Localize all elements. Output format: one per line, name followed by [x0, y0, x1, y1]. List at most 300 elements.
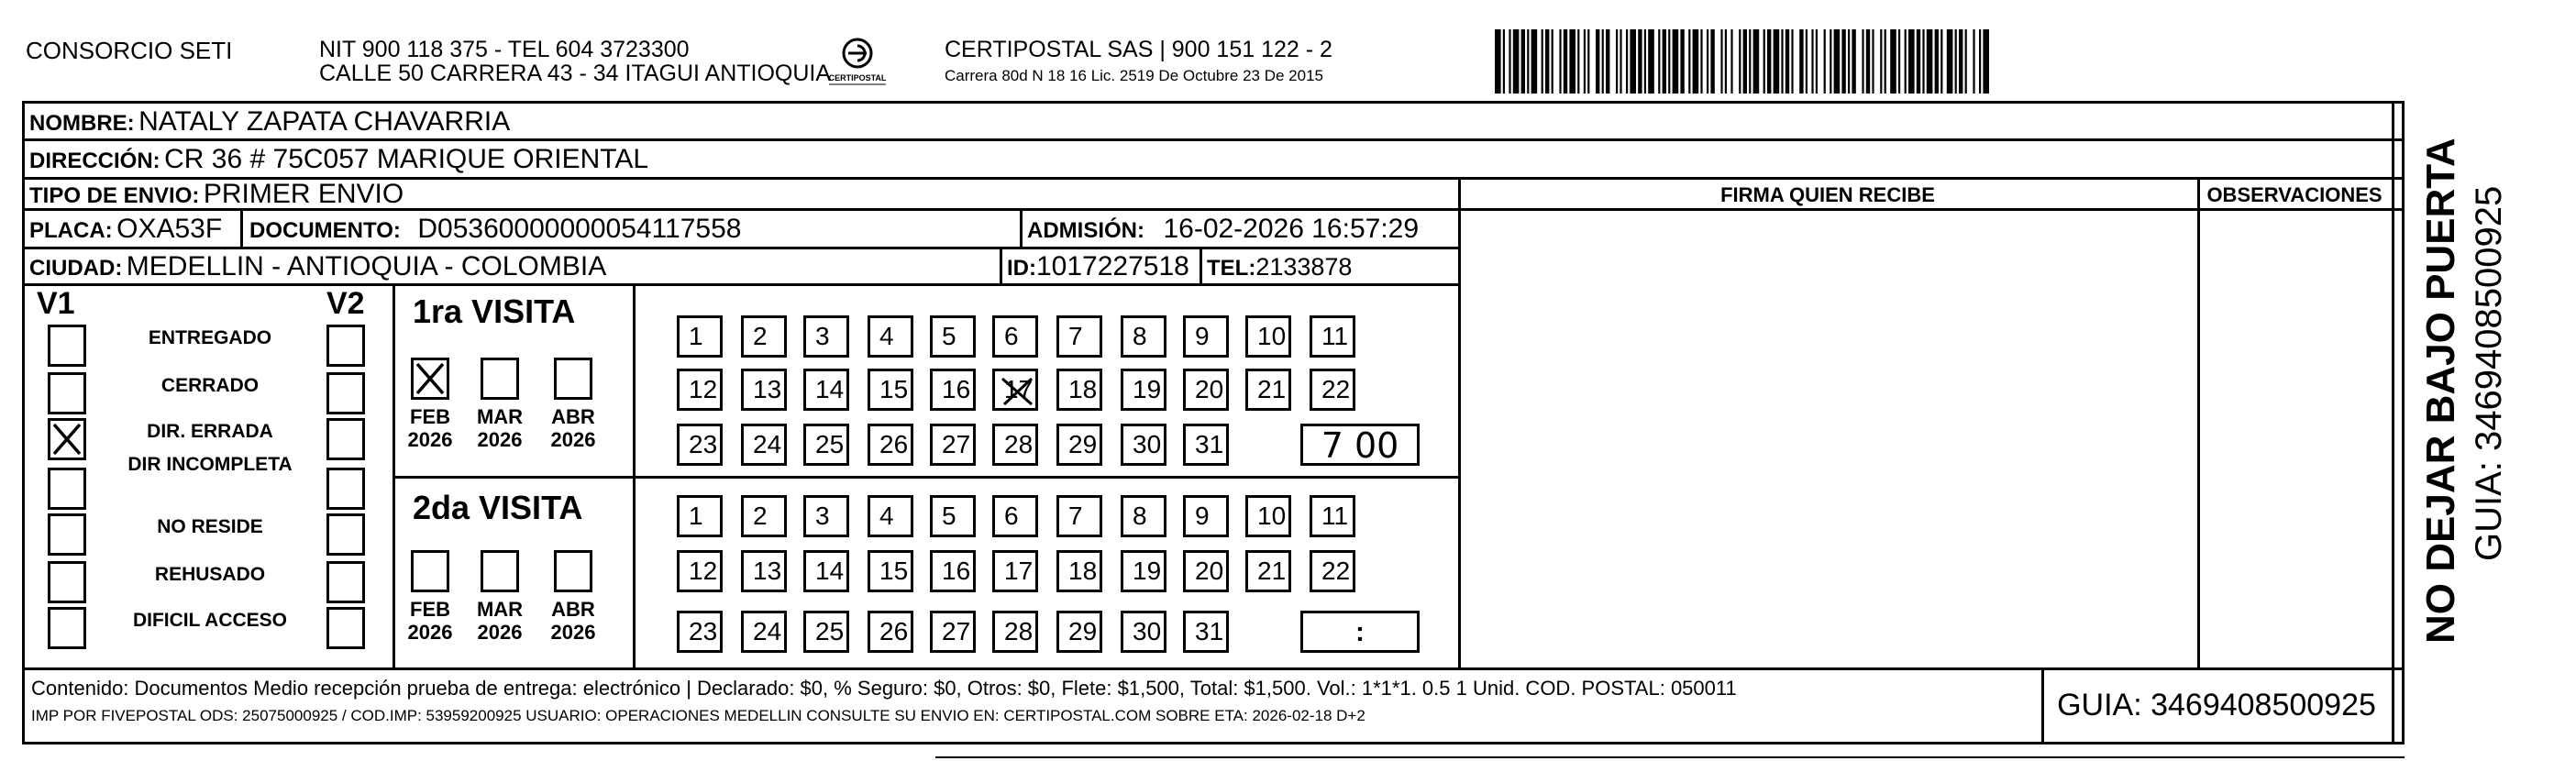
firma-header: FIRMA QUIEN RECIBE	[1720, 183, 1935, 206]
barcode-bar	[1880, 29, 1882, 94]
day-number: 12	[689, 375, 718, 403]
barcode-bar	[1739, 29, 1741, 94]
day-number: 21	[1257, 557, 1287, 585]
v1-checkbox[interactable]	[48, 468, 86, 510]
month-name: MAR	[476, 598, 524, 621]
placa-value: OXA53F	[116, 214, 223, 244]
placa-row	[29, 215, 222, 243]
status-label: NO RESIDE	[157, 516, 263, 537]
barcode-bar	[1707, 29, 1708, 94]
barcode-bar	[1852, 29, 1855, 94]
barcode-bar	[1816, 29, 1818, 94]
barcode-bar	[1513, 29, 1520, 94]
barcode-bar	[1767, 29, 1771, 94]
visit2-month-label	[546, 598, 601, 645]
visit1-day-box[interactable]	[868, 369, 913, 411]
day-number: 9	[1195, 502, 1210, 530]
day-number: 20	[1195, 375, 1224, 403]
v1-checkbox[interactable]	[48, 561, 86, 603]
v1-checkbox[interactable]	[48, 325, 86, 367]
barcode-bar	[1940, 29, 1942, 94]
status-label: ENTREGADO	[148, 327, 272, 348]
barcode-bar	[1596, 29, 1599, 94]
visit1-day-box[interactable]	[741, 369, 787, 411]
ciudad-row	[29, 253, 606, 281]
visit1-day-box[interactable]	[992, 424, 1038, 466]
visit1-time-box[interactable]	[1300, 424, 1420, 466]
visit2-time: :	[1355, 617, 1365, 647]
visit1-day-box[interactable]	[992, 369, 1038, 411]
day-number: 17	[1004, 375, 1034, 403]
contenido-line: Contenido: Documentos Medio recepción prueba de entrega: electrónico | Declarado: $0, % Seguro: $0, Otros: $0, Flete: $1,500, Total: $1,500. Vol.: 1*1*1. 0.5 1 Unid. COD. POSTAL: 050011	[31, 677, 1737, 700]
logo-text: CERTIPOSTAL	[828, 73, 887, 83]
barcode-bar	[1587, 29, 1589, 94]
day-number: 1	[689, 502, 703, 530]
barcode-bar	[1638, 29, 1642, 94]
company-name: CONSORCIO SETI	[26, 37, 233, 64]
tel-value: 2133878	[1255, 253, 1353, 281]
side-guia: GUIA: 3469408500925	[2469, 185, 2509, 561]
courier-line: CERTIPOSTAL SAS | 900 151 122 - 2	[945, 37, 1332, 62]
nombre-value: NATALY ZAPATA CHAVARRIA	[138, 106, 511, 137]
visit2-day-box[interactable]	[992, 611, 1038, 653]
day-number: 28	[1004, 430, 1034, 458]
day-number: 8	[1133, 322, 1147, 350]
visit2-day-box[interactable]	[1183, 611, 1229, 653]
visit1-day-box[interactable]	[677, 369, 723, 411]
day-number: 20	[1195, 557, 1224, 585]
barcode-bar	[1673, 29, 1679, 94]
day-number: 31	[1195, 430, 1224, 458]
barcode-bar	[1866, 29, 1870, 94]
v1-label: V1	[37, 286, 75, 321]
barcode-bar	[1935, 29, 1939, 94]
visit2-day-box[interactable]	[1310, 550, 1355, 592]
visit1-day-box[interactable]	[1183, 369, 1229, 411]
visit1-day-box[interactable]	[1056, 369, 1102, 411]
barcode-bar	[1830, 29, 1831, 94]
visit2-day-box[interactable]	[1183, 550, 1229, 592]
month-year: 2026	[550, 428, 596, 452]
month-year: 2026	[477, 428, 523, 452]
day-number: 11	[1321, 322, 1349, 350]
visit1-day-box[interactable]	[741, 315, 787, 358]
barcode-bar	[1973, 29, 1974, 94]
footer-guia: GUIA: 3469408500925	[2057, 688, 2376, 722]
visit2-day-box[interactable]	[1121, 495, 1166, 537]
barcode-bar	[1663, 29, 1666, 94]
barcode-bar	[1620, 29, 1621, 94]
day-number: 4	[879, 502, 894, 530]
visit2-time-box[interactable]	[1300, 611, 1420, 653]
barcode-bar	[1584, 29, 1586, 94]
visit2-day-box[interactable]	[992, 550, 1038, 592]
month-name: FEB	[410, 405, 450, 428]
barcode-bar	[1693, 29, 1699, 94]
barcode-bar	[1786, 29, 1789, 94]
visit2-month-label	[472, 598, 527, 645]
month-name: ABR	[551, 405, 595, 428]
barcode-bar	[1668, 29, 1670, 94]
barcode-bar	[1509, 29, 1510, 94]
visit2-day-box[interactable]	[930, 550, 976, 592]
barcode-bar	[1644, 29, 1646, 94]
barcode-bar	[1680, 29, 1684, 94]
visit1-day-box[interactable]	[930, 424, 976, 466]
status-label: REHUSADO	[154, 564, 266, 585]
id-row	[1007, 253, 1189, 281]
check-x-icon	[414, 360, 447, 397]
barcode-bar	[1720, 29, 1722, 94]
day-number: 4	[879, 322, 894, 350]
visit1-day-box[interactable]	[1183, 315, 1229, 358]
documento-row	[249, 215, 741, 243]
barcode-bar	[1841, 29, 1845, 94]
day-number: 12	[689, 557, 718, 585]
visit2-month-checkbox[interactable]	[554, 550, 592, 592]
visit2-day-box[interactable]	[1056, 550, 1102, 592]
documento-label: DOCUMENTO:	[249, 218, 401, 243]
barcode-bar	[1763, 29, 1765, 94]
visit2-day-box[interactable]	[803, 611, 849, 653]
day-number: 26	[879, 617, 909, 645]
barcode-bar	[1947, 29, 1953, 94]
visit2-month-label	[403, 598, 458, 645]
day-number: 31	[1195, 617, 1224, 645]
day-number: 26	[879, 430, 909, 458]
day-number: 7	[1068, 322, 1083, 350]
barcode-bar	[1806, 29, 1808, 94]
day-number: 6	[1004, 502, 1019, 530]
visit1-day-box[interactable]	[803, 369, 849, 411]
day-number: 24	[753, 430, 782, 458]
barcode-bar	[1905, 29, 1907, 94]
month-year: 2026	[550, 621, 596, 645]
barcode-bar	[1700, 29, 1702, 94]
visit1-day-box[interactable]	[1183, 424, 1229, 466]
barcode-bar	[1725, 29, 1727, 94]
day-number: 25	[815, 617, 845, 645]
day-number: 10	[1257, 322, 1287, 350]
barcode-bar	[1791, 29, 1793, 94]
barcode-bar	[1965, 29, 1967, 94]
documento-value: D05360000000054117558	[417, 214, 742, 244]
status-label: DIFICIL ACCESO	[132, 610, 287, 631]
v1-checkbox[interactable]	[48, 418, 86, 460]
barcode-bar	[1658, 29, 1660, 94]
visit1-day-box[interactable]	[992, 315, 1038, 358]
visit1-day-box[interactable]	[677, 424, 723, 466]
visit2-day-box[interactable]	[992, 495, 1038, 537]
barcode-bar	[1559, 29, 1561, 94]
visit1-day-box[interactable]	[1245, 315, 1291, 358]
visit1-day-box[interactable]	[868, 315, 913, 358]
visit2-title: 2da VISITA	[413, 489, 583, 526]
day-number: 19	[1133, 557, 1162, 585]
visit2-day-box[interactable]	[1245, 495, 1291, 537]
v2-checkbox[interactable]	[326, 513, 365, 556]
visit1-day-box[interactable]	[1121, 424, 1166, 466]
visit2-day-box[interactable]	[868, 495, 913, 537]
day-number: 18	[1068, 557, 1098, 585]
visit2-month-checkbox[interactable]	[411, 550, 449, 592]
day-number: 28	[1004, 617, 1034, 645]
v1-checkbox[interactable]	[48, 513, 86, 556]
barcode-bar	[1630, 29, 1636, 94]
day-number: 14	[815, 375, 845, 403]
month-year: 2026	[407, 428, 453, 452]
visit1-day-box[interactable]	[677, 315, 723, 358]
visit1-day-box[interactable]	[803, 424, 849, 466]
day-number: 30	[1133, 430, 1162, 458]
month-year: 2026	[477, 621, 523, 645]
barcode-bar	[1552, 29, 1553, 94]
day-number: 19	[1133, 375, 1162, 403]
direccion-row	[29, 146, 648, 173]
day-number: 5	[942, 502, 956, 530]
ciudad-label: CIUDAD:	[29, 256, 123, 281]
visit1-day-box[interactable]	[1121, 369, 1166, 411]
barcode-bar	[1531, 29, 1538, 94]
month-year: 2026	[407, 621, 453, 645]
v1-checkbox[interactable]	[48, 372, 86, 414]
tel-label: TEL:	[1207, 256, 1256, 281]
visit1-day-box[interactable]	[1121, 315, 1166, 358]
barcode-bar	[1885, 29, 1886, 94]
barcode-bar	[1862, 29, 1863, 94]
day-number: 6	[1004, 322, 1019, 350]
month-name: MAR	[476, 405, 524, 428]
day-number: 24	[753, 617, 782, 645]
barcode-bar	[1542, 29, 1543, 94]
day-number: 10	[1257, 502, 1287, 530]
visit2-day-box[interactable]	[677, 495, 723, 537]
v1-checkbox[interactable]	[48, 607, 86, 649]
day-number: 27	[942, 617, 971, 645]
barcode-bar	[1602, 29, 1604, 94]
day-strike-icon	[997, 373, 1037, 410]
visit2-day-box[interactable]	[741, 611, 787, 653]
barcode-bar	[1983, 29, 1989, 94]
barcode-bar	[1774, 29, 1780, 94]
barcode-bar	[1564, 29, 1567, 94]
visit2-day-box[interactable]	[930, 611, 976, 653]
visit2-day-box[interactable]	[1056, 611, 1102, 653]
day-number: 25	[815, 430, 845, 458]
barcode-bar	[1908, 29, 1915, 94]
barcode-bar	[1503, 29, 1505, 94]
status-label: CERRADO	[160, 375, 260, 396]
day-number: 7	[1068, 502, 1083, 530]
day-number: 29	[1068, 430, 1098, 458]
visit2-day-box[interactable]	[677, 611, 723, 653]
visit2-day-box[interactable]	[1056, 495, 1102, 537]
day-number: 8	[1133, 502, 1147, 530]
visit1-day-box[interactable]	[1056, 424, 1102, 466]
tel-row	[1207, 255, 1352, 280]
day-number: 15	[879, 375, 909, 403]
day-number: 14	[815, 557, 845, 585]
visit2-day-box[interactable]	[1245, 550, 1291, 592]
barcode-bar	[1824, 29, 1826, 94]
day-number: 15	[879, 557, 909, 585]
visit1-month-label	[546, 405, 601, 452]
visit2-day-box[interactable]	[741, 550, 787, 592]
day-number: 3	[815, 322, 830, 350]
v2-label: V2	[326, 286, 365, 321]
visit1-day-box[interactable]	[741, 424, 787, 466]
day-number: 13	[753, 557, 782, 585]
barcode-bar	[1710, 29, 1714, 94]
id-value: 1017227518	[1036, 251, 1189, 281]
v2-checkbox[interactable]	[326, 561, 365, 603]
v2-checkbox[interactable]	[326, 468, 365, 510]
day-number: 18	[1068, 375, 1098, 403]
visit2-day-box[interactable]	[677, 550, 723, 592]
day-number: 30	[1133, 617, 1162, 645]
v2-checkbox[interactable]	[326, 418, 365, 460]
day-number: 2	[753, 502, 768, 530]
day-number: 3	[815, 502, 830, 530]
barcode-bar	[1648, 29, 1654, 94]
barcode-bar	[1927, 29, 1933, 94]
day-number: 21	[1257, 375, 1287, 403]
day-number: 27	[942, 430, 971, 458]
day-number: 11	[1321, 502, 1349, 530]
visit2-month-checkbox[interactable]	[481, 550, 519, 592]
month-name: FEB	[410, 598, 450, 621]
day-number: 9	[1195, 322, 1210, 350]
v2-checkbox[interactable]	[326, 325, 365, 367]
visit1-month-checkbox[interactable]	[481, 358, 519, 400]
barcode-bar	[1922, 29, 1924, 94]
visit2-day-box[interactable]	[1183, 495, 1229, 537]
nombre-row	[29, 108, 510, 136]
visit2-day-box[interactable]	[868, 611, 913, 653]
barcode-bar	[1688, 29, 1690, 94]
logo-icon	[824, 35, 891, 90]
visit1-title: 1ra VISITA	[413, 292, 576, 330]
tipo-label: TIPO DE ENVIO:	[29, 183, 200, 208]
day-number: 13	[753, 375, 782, 403]
observaciones-header: OBSERVACIONES	[2206, 183, 2383, 206]
barcode-bar	[1616, 29, 1618, 94]
barcode-bar	[1781, 29, 1783, 94]
imp-line: IMP POR FIVEPOSTAL ODS: 25075000925 / COD.IMP: 53959200925 USUARIO: OPERACIONES MEDELLIN CONSULTE SU ENVIO EN: CERTIPOSTAL.COM SOBRE ETA: 2026-02-18 D+2	[31, 707, 1365, 724]
barcode-bar	[1743, 29, 1747, 94]
barcode-bar	[1811, 29, 1813, 94]
barcode	[1495, 29, 2274, 94]
barcode-bar	[1577, 29, 1579, 94]
tipo-row	[29, 181, 404, 208]
visit1-day-box[interactable]	[1245, 369, 1291, 411]
day-number: 23	[689, 430, 718, 458]
admision-row	[1027, 215, 1419, 243]
visit2-day-box[interactable]	[1121, 611, 1166, 653]
admision-value: 16-02-2026 16:57:29	[1163, 214, 1420, 244]
check-x-icon	[50, 421, 83, 458]
barcode-bar	[1799, 29, 1803, 94]
visit2-day-box[interactable]	[1121, 550, 1166, 592]
barcode-bar	[1521, 29, 1525, 94]
barcode-bar	[1749, 29, 1751, 94]
visit2-day-box[interactable]	[803, 495, 849, 537]
license-line: Carrera 80d N 18 16 Lic. 2519 De Octubre 23 De 2015	[945, 67, 1323, 84]
v2-checkbox[interactable]	[326, 372, 365, 414]
visit1-month-label	[403, 405, 458, 452]
day-number: 22	[1321, 557, 1351, 585]
barcode-bar	[1730, 29, 1732, 94]
barcode-bar	[1872, 29, 1874, 94]
barcode-bar	[1569, 29, 1575, 94]
visit1-month-checkbox[interactable]	[554, 358, 592, 400]
barcode-bar	[1626, 29, 1628, 94]
placa-label: PLACA:	[29, 218, 113, 243]
direccion-label: DIRECCIÓN:	[29, 149, 160, 173]
visit2-day-box[interactable]	[930, 495, 976, 537]
day-number: 2	[753, 322, 768, 350]
barcode-bar	[1959, 29, 1962, 94]
visit2-day-box[interactable]	[1310, 495, 1355, 537]
visit1-month-label	[472, 405, 527, 452]
nombre-label: NOMBRE:	[29, 111, 135, 136]
visit2-day-box[interactable]	[803, 550, 849, 592]
direccion-value: CR 36 # 75C057 MARIQUE ORIENTAL	[164, 144, 649, 174]
status-label: DIR INCOMPLETA	[127, 454, 293, 475]
visit1-day-box[interactable]	[930, 315, 976, 358]
day-number: 5	[942, 322, 956, 350]
visit1-day-box[interactable]	[1310, 369, 1355, 411]
visit1-day-box[interactable]	[930, 369, 976, 411]
barcode-bar	[1979, 29, 1981, 94]
visit1-day-box[interactable]	[1310, 315, 1355, 358]
month-name: ABR	[551, 598, 595, 621]
barcode-bar	[1527, 29, 1529, 94]
v2-checkbox[interactable]	[326, 607, 365, 649]
id-label: ID:	[1007, 256, 1036, 281]
barcode-bar	[1834, 29, 1841, 94]
status-label: DIR. ERRADA	[147, 421, 273, 442]
day-number: 1	[689, 322, 703, 350]
barcode-bar	[1753, 29, 1760, 94]
day-number: 17	[1004, 557, 1034, 585]
certipostal-logo	[824, 35, 891, 90]
day-number: 16	[942, 375, 971, 403]
visit1-day-box[interactable]	[1056, 315, 1102, 358]
nit-line: NIT 900 118 375 - TEL 604 3723300	[319, 37, 690, 62]
visit1-day-box[interactable]	[868, 424, 913, 466]
barcode-bar	[1848, 29, 1850, 94]
visit1-time: 7 00	[1321, 425, 1399, 466]
barcode-bar	[1495, 29, 1501, 94]
visit1-day-box[interactable]	[803, 315, 849, 358]
barcode-bar	[1606, 29, 1609, 94]
barcode-bar	[1898, 29, 1900, 94]
day-number: 23	[689, 617, 718, 645]
day-number: 29	[1068, 617, 1098, 645]
day-number: 16	[942, 557, 971, 585]
visit2-day-box[interactable]	[741, 495, 787, 537]
barcode-bar	[1917, 29, 1920, 94]
barcode-bar	[1890, 29, 1896, 94]
tipo-value: PRIMER ENVIO	[203, 179, 404, 209]
admision-label: ADMISIÓN:	[1027, 218, 1144, 243]
side-warning: NO DEJAR BAJO PUERTA	[2418, 138, 2463, 644]
visit2-day-box[interactable]	[868, 550, 913, 592]
day-number: 22	[1321, 375, 1351, 403]
barcode-bar	[1955, 29, 1957, 94]
visit1-month-checkbox[interactable]	[411, 358, 449, 400]
